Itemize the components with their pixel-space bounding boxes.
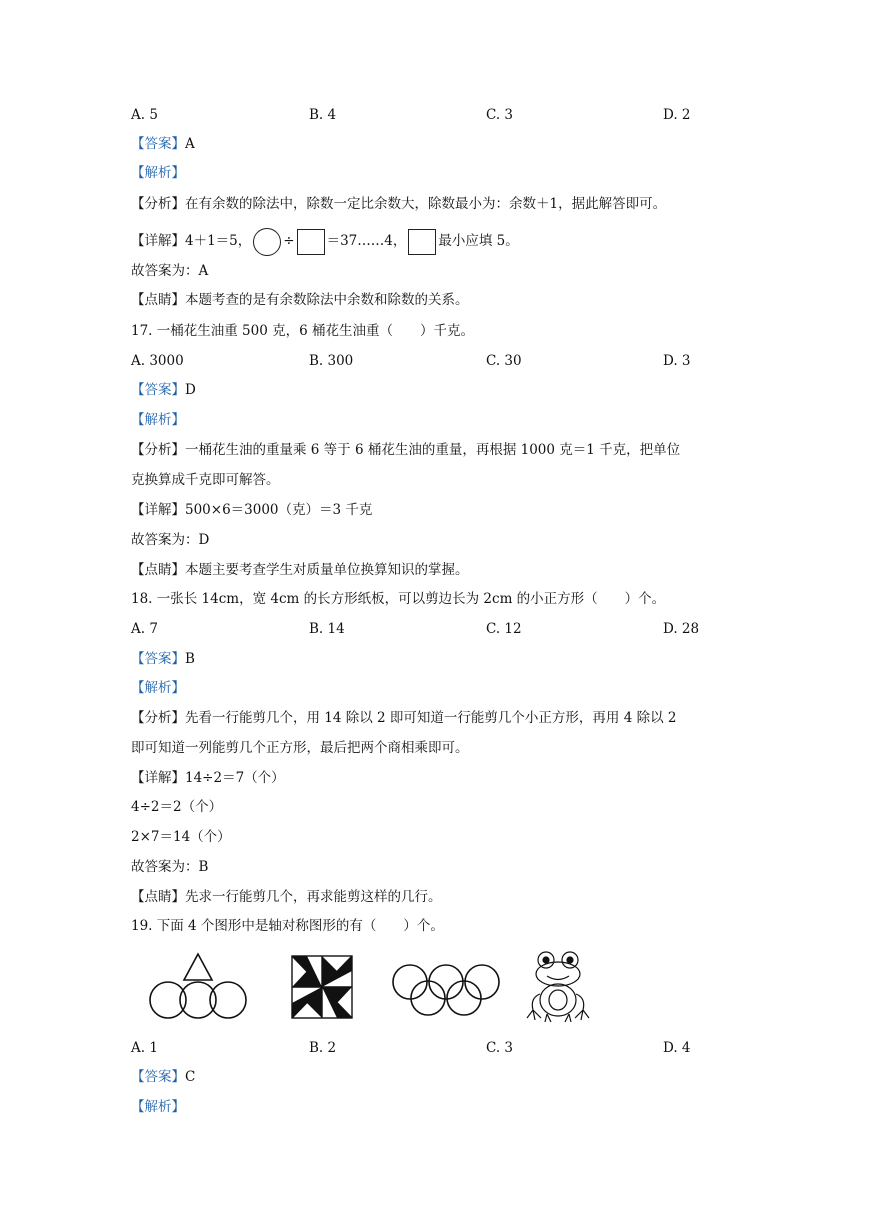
q17-answer — [131, 381, 196, 399]
fenxi-tag: 【分析】 — [131, 442, 185, 458]
q17-fenxi-line2: 克换算成千克即可解答。 — [131, 472, 280, 488]
q18-question: 18. 一张长 14cm，宽 4cm 的长方形纸板，可以剪边长为 2cm 的小正方形（ ）个。 — [131, 591, 666, 607]
fenxi-text: 在有余数的除法中，除数一定比余数大，除数最小为：余数＋1，据此解答即可。 — [185, 196, 667, 212]
q18-option-c: C. 12 — [486, 621, 522, 637]
q17-options — [131, 352, 731, 370]
square-blank-icon — [408, 229, 436, 255]
q18-xiangjie-3: 2×7＝14（个） — [131, 829, 231, 845]
q17-question: 17. 一桶花生油重 500 克，6 桶花生油重（ ）千克。 — [131, 323, 474, 339]
q17-option-a: A. 3000 — [131, 353, 184, 369]
q17-option-c: C. 30 — [486, 353, 522, 369]
dianjing-text: 本题主要考查学生对质量单位换算知识的掌握。 — [185, 562, 469, 578]
answer-value: B — [185, 651, 195, 667]
divide-sign: ÷ — [283, 233, 295, 249]
xiangjie-tag: 【详解】 — [131, 770, 185, 786]
fenxi-tag: 【分析】 — [131, 710, 185, 726]
analysis-tag: 【解析】 — [131, 165, 185, 181]
q19-answer — [131, 1068, 195, 1086]
xiangjie-tag: 【详解】 — [131, 502, 185, 518]
square-blank-icon — [297, 229, 325, 255]
q18-fenxi-line1 — [131, 709, 676, 727]
q19-figures — [140, 948, 620, 1028]
q18-answer — [131, 650, 195, 668]
q16-analysis — [131, 164, 185, 182]
xiangjie-tag: 【详解】 — [131, 233, 185, 249]
q18-xiangjie-2: 4÷2＝2（个） — [131, 799, 223, 815]
answer-value: A — [185, 136, 195, 152]
dianjing-tag: 【点睛】 — [131, 292, 185, 308]
q19-question: 19. 下面 4 个图形中是轴对称图形的有（ ）个。 — [131, 918, 444, 934]
xiangjie-part-c: 最小应填 5。 — [438, 233, 519, 249]
answer-tag: 【答案】 — [131, 382, 185, 398]
q16-fenxi — [131, 195, 666, 213]
xiangjie-text: 14÷2＝7（个） — [185, 770, 285, 786]
dianjing-text: 先求一行能剪几个，再求能剪这样的几行。 — [185, 889, 442, 905]
fenxi-tag: 【分析】 — [131, 196, 185, 212]
q18-fenxi-line2: 即可知道一列能剪几个正方形，最后把两个商相乘即可。 — [131, 740, 469, 756]
q16-conclusion: 故答案为：A — [131, 263, 209, 279]
dianjing-tag: 【点睛】 — [131, 889, 185, 905]
answer-value: D — [185, 382, 196, 398]
dianjing-text: 本题考查的是有余数除法中余数和除数的关系。 — [185, 292, 469, 308]
q17-fenxi-line1 — [131, 441, 680, 459]
analysis-tag: 【解析】 — [131, 680, 185, 696]
q16-option-b: B. 4 — [309, 107, 337, 123]
xiangjie-text: 500×6＝3000（克）＝3 千克 — [185, 502, 373, 518]
q16-xiangjie — [131, 226, 519, 256]
pinwheel-square-icon — [290, 948, 354, 1024]
q16-options — [131, 106, 731, 124]
answer-tag: 【答案】 — [131, 136, 185, 152]
q19-options — [131, 1039, 731, 1057]
q18-options — [131, 620, 731, 638]
q18-option-b: B. 14 — [309, 621, 345, 637]
q17-option-b: B. 300 — [309, 353, 354, 369]
q17-option-d: D. 3 — [663, 353, 691, 369]
q19-option-a: A. 1 — [131, 1040, 158, 1056]
q16-option-c: C. 3 — [486, 107, 514, 123]
three-circles-triangle-icon — [148, 948, 248, 1024]
xiangjie-part-a: 4＋1＝5， — [185, 233, 252, 249]
q17-analysis — [131, 411, 185, 429]
q16-option-d: D. 2 — [663, 107, 691, 123]
q16-option-a: A. 5 — [131, 107, 158, 123]
q19-option-c: C. 3 — [486, 1040, 514, 1056]
q17-conclusion: 故答案为：D — [131, 532, 210, 548]
q16-dianjing — [131, 291, 469, 309]
answer-tag: 【答案】 — [131, 1069, 185, 1085]
answer-value: C — [185, 1069, 196, 1085]
analysis-tag: 【解析】 — [131, 412, 185, 428]
circle-blank-icon — [253, 228, 281, 256]
q18-option-d: D. 28 — [663, 621, 700, 637]
olympic-rings-icon — [388, 948, 504, 1024]
q19-option-b: B. 2 — [309, 1040, 337, 1056]
fenxi-text: 一桶花生油的重量乘 6 等于 6 桶花生油的重量，再根据 1000 克＝1 千克，把单位 — [185, 442, 681, 458]
xiangjie-part-b: ＝37……4， — [326, 233, 407, 249]
q18-conclusion: 故答案为：B — [131, 859, 209, 875]
answer-tag: 【答案】 — [131, 651, 185, 667]
q19-analysis — [131, 1098, 185, 1116]
analysis-tag: 【解析】 — [131, 1099, 185, 1115]
q18-option-a: A. 7 — [131, 621, 158, 637]
q18-dianjing — [131, 888, 442, 906]
q16-answer — [131, 135, 195, 153]
dianjing-tag: 【点睛】 — [131, 562, 185, 578]
q18-analysis — [131, 679, 185, 697]
q17-dianjing — [131, 561, 469, 579]
q18-xiangjie — [131, 769, 285, 787]
q19-option-d: D. 4 — [663, 1040, 691, 1056]
fenxi-text: 先看一行能剪几个，用 14 除以 2 即可知道一行能剪几个小正方形，再用 4 除以 2 — [185, 710, 677, 726]
frog-icon — [525, 948, 591, 1024]
q17-xiangjie — [131, 501, 372, 519]
